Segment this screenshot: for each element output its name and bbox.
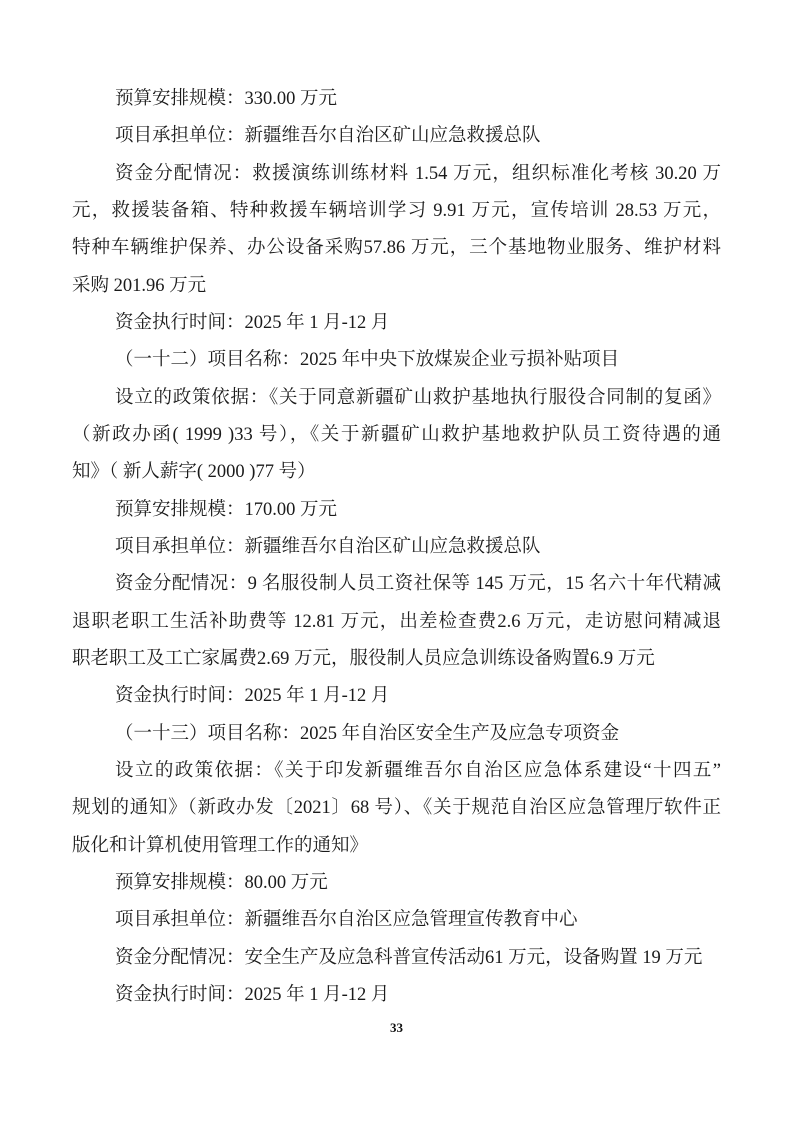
text-line: （一十二）项目名称：2025 年中央下放煤炭企业亏损补贴项目 xyxy=(115,350,620,371)
paragraph xyxy=(72,342,721,379)
paragraph xyxy=(72,716,721,753)
paragraph xyxy=(72,156,721,305)
text-line: 元，救援装备箱、特种救援车辆培训学习 9.91 万元，宣传培训 28.53 万元， xyxy=(72,200,721,221)
text-line: 设立的政策依据：《关于同意新疆矿山救护基地执行服役合同制的复函》 xyxy=(115,387,721,408)
text-line: 预算安排规模：80.00 万元 xyxy=(115,872,328,893)
paragraph xyxy=(72,977,721,1014)
text-line: 规划的通知》（新政办发〔2021〕68 号）、《关于规范自治区应急管理厅软件正 xyxy=(72,798,721,819)
text-line: 项目承担单位：新疆维吾尔自治区矿山应急救援总队 xyxy=(115,536,541,557)
text-line: 资金执行时间：2025 年 1 月-12 月 xyxy=(115,312,390,333)
text-line: 资金分配情况：救援演练训练材料 1.54 万元，组织标准化考核 30.20 万 xyxy=(115,163,721,184)
text-line: 采购 201.96 万元 xyxy=(72,275,207,296)
document-body xyxy=(72,81,721,1014)
paragraph xyxy=(72,902,721,939)
page-number: 33 xyxy=(390,1020,403,1035)
text-line: 资金分配情况：9 名服役制人员工资社保等 145 万元，15 名六十年代精减 xyxy=(115,574,721,595)
paragraph xyxy=(72,940,721,977)
text-line: 预算安排规模：170.00 万元 xyxy=(115,499,338,520)
paragraph xyxy=(72,753,721,865)
paragraph xyxy=(72,566,721,678)
paragraph xyxy=(72,529,721,566)
text-line: 项目承担单位：新疆维吾尔自治区应急管理宣传教育中心 xyxy=(115,910,578,931)
text-line: （一十三）项目名称：2025 年自治区安全生产及应急专项资金 xyxy=(115,723,620,744)
text-line: 职老职工及工亡家属费2.69 万元，服役制人员应急训练设备购置6.9 万元 xyxy=(72,648,655,669)
text-line: 版化和计算机使用管理工作的通知》 xyxy=(72,835,369,856)
paragraph xyxy=(72,492,721,529)
paragraph xyxy=(72,865,721,902)
paragraph xyxy=(72,678,721,715)
text-line: 特种车辆维护保养、办公设备采购57.86 万元，三个基地物业服务、维护材料 xyxy=(72,238,721,259)
text-line: 预算安排规模：330.00 万元 xyxy=(115,89,338,109)
paragraph xyxy=(72,81,721,118)
paragraph xyxy=(72,380,721,492)
paragraph xyxy=(72,305,721,342)
paragraph xyxy=(72,118,721,155)
text-line: 知》（ 新人薪字( 2000 )77 号） xyxy=(72,462,316,483)
text-line: 资金分配情况：安全生产及应急科普宣传活动61 万元，设备购置 19 万元 xyxy=(115,947,703,968)
text-line: 设立的政策依据：《关于印发新疆维吾尔自治区应急体系建设“十四五” xyxy=(115,760,721,781)
text-line: 退职老职工生活补助费等 12.81 万元，出差检查费2.6 万元，走访慰问精减退 xyxy=(72,611,721,632)
text-line: 资金执行时间：2025 年 1 月-12 月 xyxy=(115,686,390,707)
text-line: 资金执行时间：2025 年 1 月-12 月 xyxy=(115,984,390,1005)
text-line: （新政办函( 1999 )33 号），《关于新疆矿山救护基地救护队员工资待遇的通 xyxy=(72,424,721,445)
text-line: 项目承担单位：新疆维吾尔自治区矿山应急救援总队 xyxy=(115,126,541,147)
